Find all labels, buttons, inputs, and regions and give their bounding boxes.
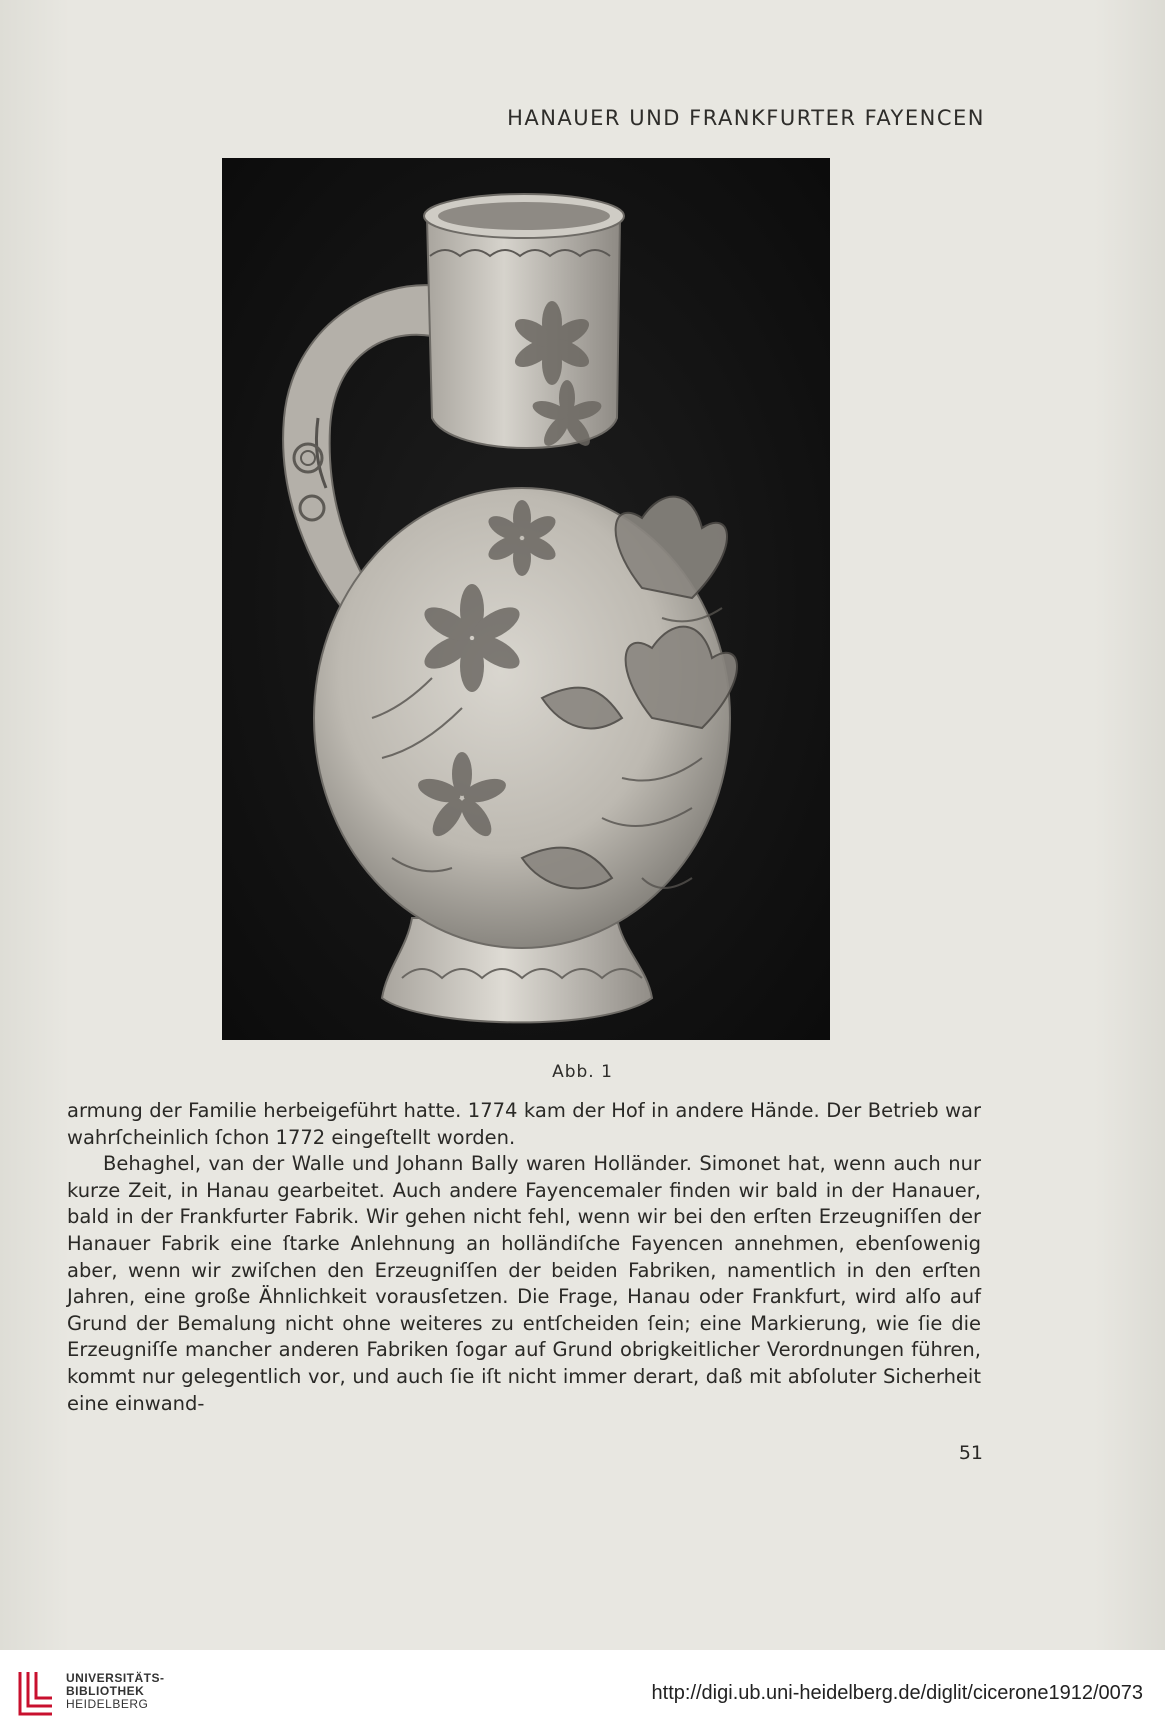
logo-line: UNIVERSITÄTS- (66, 1671, 165, 1685)
body-text (67, 1098, 981, 1417)
running-title: HANAUER UND FRANKFURTER FAYENCEN (507, 106, 985, 130)
paragraph: Behaghel, van der Walle und Johann Bally waren Holländer. Simonet hat, wenn auch nur kurze Zeit, in Hanau gearbeitet. Auch andere Fayencemaler finden wir bald in der Hanauer, bald in der Frankfurter Fabrik. Wir gehen nicht fehl, wenn wir bei den erſten Erzeugniſſen der Hanauer Fabrik eine ſtarke Anlehnung an holländiſche Fayencen annehmen, ebenſowenig aber, wenn wir zwiſchen den Erzeugniſſen der beiden Fabriken, namentlich in den erſten Jahren, eine große Ähnlichkeit vorausſetzen. Die Frage, Hanau oder Frankfurt, wird alſo auf Grund der Bemalung nicht ohne weiteres zu entſcheiden ſein; eine Markierung, wie ſie die Erzeugniſſe mancher anderen Fabriken ſogar auf Grund obrigkeitlicher Verordnungen führen, kommt nur gelegentlich vor, und auch ſie iſt nicht immer derart, daß mit abſoluter Sicherheit eine einwand- (67, 1152, 981, 1415)
library-logo-icon (14, 1668, 58, 1718)
figure-caption: Abb. 1 (552, 1062, 613, 1082)
permalink-url[interactable]: http://digi.ub.uni-heidelberg.de/diglit/cicerone1912/0073 (651, 1682, 1143, 1704)
logo-line: BIBLIOTHEK (66, 1684, 145, 1698)
logo-line: HEIDELBERG (66, 1697, 149, 1711)
page-number: 51 (958, 1442, 983, 1464)
jug-photograph (222, 158, 830, 1040)
library-footer (0, 1650, 1165, 1732)
paragraph: armung der Familie herbeigeführt hatte. 1774 kam der Hof in andere Hände. Der Betrieb war wahrſcheinlich ſchon 1772 eingeſtellt worden. (67, 1099, 981, 1149)
library-logo-text (66, 1672, 165, 1711)
